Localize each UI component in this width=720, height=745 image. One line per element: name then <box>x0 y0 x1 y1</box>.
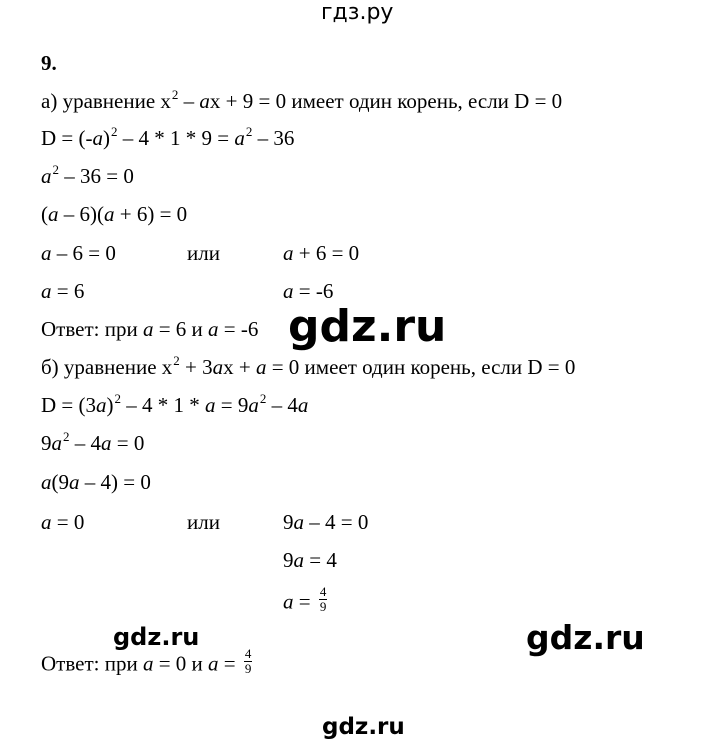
part-b-equation-2: a(9a – 4) = 0 <box>41 470 151 494</box>
bottom-right-watermark: gdz.ru <box>526 618 645 657</box>
part-b-equation-1: $9a^2 - 4a = 0$ <box>41 429 145 455</box>
center-watermark: gdz.ru <box>288 301 447 352</box>
part-a-equation-2: (a – 6)(a + 6) = 0 <box>41 202 188 226</box>
answer-fraction: $\frac{4}{9}$ <box>244 646 252 677</box>
part-b-right-1: 9a – 4 = 0 <box>283 510 369 534</box>
part-a-right-2: a = -6 <box>283 279 334 303</box>
part-a-or: или <box>187 241 220 265</box>
part-a-equation-1: $a^2 - 36 = 0$ <box>41 162 134 188</box>
part-a-discriminant: $D = (-a)^2 - 4 * 1 * 9 = a^2 - 36$ <box>41 124 295 150</box>
part-a-left-2: a = 6 <box>41 279 85 303</box>
problem-number: 9. <box>41 51 57 75</box>
part-b-discriminant: $D = (3a)^2 - 4 * 1 * a = 9a^2 - 4a$ <box>41 391 309 417</box>
part-a-right-1: a + 6 = 0 <box>283 241 360 265</box>
part-b-right-3: a = $\frac{4}{9}$ <box>283 584 327 615</box>
part-b-right-2: 9a = 4 <box>283 548 337 572</box>
part-b-answer: Ответ: при a = 0 и a = $\frac{4}{9}$ <box>41 646 252 677</box>
fraction: $\frac{4}{9}$ <box>319 584 327 615</box>
part-b-left-1: a = 0 <box>41 510 85 534</box>
part-a-condition: а) уравнение $x^2$ – ax + 9 = 0 имеет один корень, если D = 0 <box>41 87 563 113</box>
footer-watermark: gdz.ru <box>322 714 405 740</box>
part-a-answer: Ответ: при a = 6 и a = -6 <box>41 317 259 341</box>
part-b-condition: б) уравнение $x^2 + 3ax + a = 0$ имеет один корень, если D = 0 <box>41 353 576 379</box>
bottom-left-watermark: gdz.ru <box>113 623 200 651</box>
header-watermark: гдз.ру <box>321 0 394 25</box>
part-a-left-1: a – 6 = 0 <box>41 241 116 265</box>
part-b-or: или <box>187 510 220 534</box>
